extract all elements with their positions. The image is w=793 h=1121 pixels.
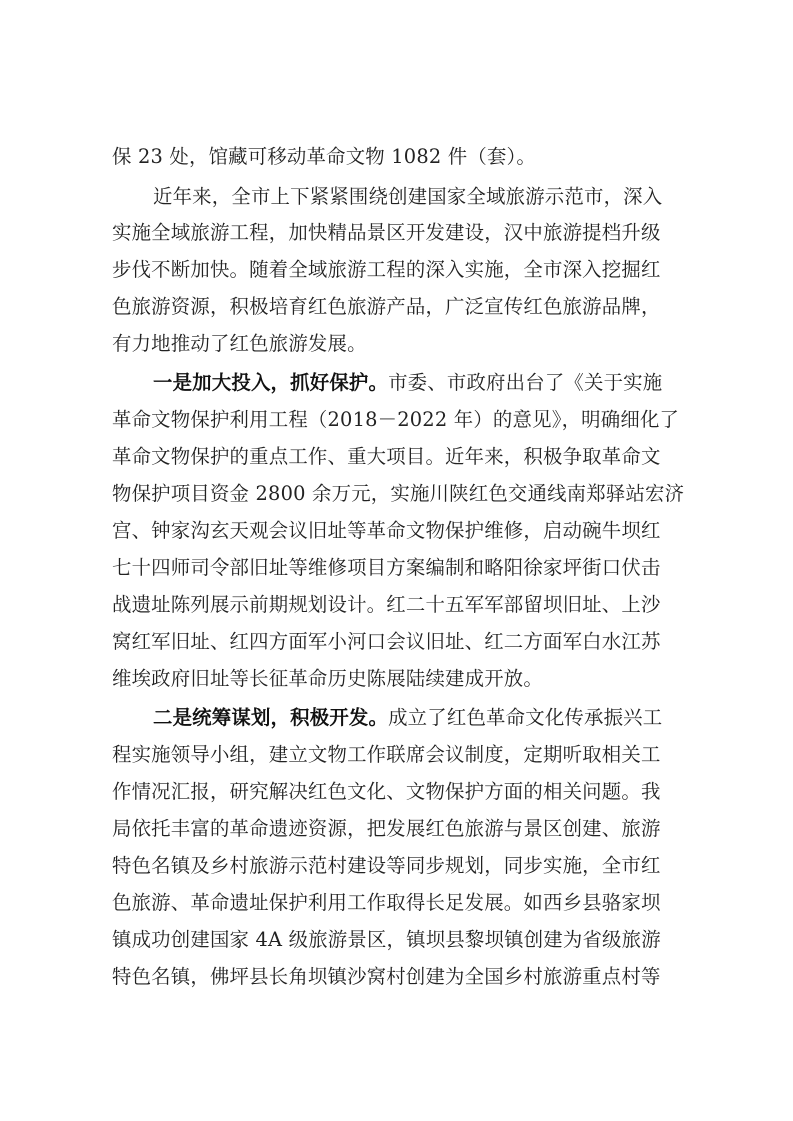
text-segment: 市委、市政府出台了《关于实施 <box>388 371 663 394</box>
text-line: 实施全域旅游工程，加快精品景区开发建设，汉中旅游提档升级 <box>112 221 661 244</box>
paragraph-first-line <box>153 701 662 735</box>
text-line: 七十四师司令部旧址等维修项目方案编制和略阳徐家坪街口伏击 <box>112 556 661 579</box>
text-line: 镇成功创建国家 4A 级旅游景区，镇坝县黎坝镇创建为省级旅游 <box>112 928 661 951</box>
text-line: 宫、钟家沟玄天观会议旧址等革命文物保护维修，启动碗牛坝红 <box>112 519 661 542</box>
text-line: 革命文物保护利用工程（2018－2022 年）的意见》，明确细化了 <box>112 408 680 431</box>
paragraph-first-line <box>153 366 662 400</box>
text-line: 色旅游资源，积极培育红色旅游产品，广泛宣传红色旅游品牌， <box>112 295 661 318</box>
text-line: 有力地推动了红色旅游发展。 <box>112 332 367 355</box>
text-line: 局依托丰富的革命遗迹资源，把发展红色旅游与景区创建、旅游 <box>112 817 661 840</box>
text-line: 保 23 处，馆藏可移动革命文物 1082 件（套）。 <box>112 145 537 168</box>
text-line: 物保护项目资金 2800 余万元，实施川陕红色交通线南郑驿站宏济 <box>112 482 685 505</box>
text-line: 步伐不断加快。随着全域旅游工程的深入实施，全市深入挖掘红 <box>112 258 661 281</box>
text-line: 革命文物保护的重点工作、重大项目。近年来，积极争取革命文 <box>112 445 661 468</box>
text-line: 战遗址陈列展示前期规划设计。红二十五军军部留坝旧址、上沙 <box>112 593 661 616</box>
section-heading: 一是加大投入，抓好保护。 <box>153 371 389 394</box>
section-heading: 二是统筹谋划，积极开发。 <box>153 706 389 729</box>
text-line: 特色名镇，佛坪县长角坝镇沙窝村创建为全国乡村旅游重点村等 <box>112 965 661 988</box>
text-line: 特色名镇及乡村旅游示范村建设等同步规划，同步实施，全市红 <box>112 854 661 877</box>
paragraph-first-line: 近年来，全市上下紧紧围绕创建国家全域旅游示范市，深入 <box>153 185 663 208</box>
text-line: 维埃政府旧址等长征革命历史陈展陆续建成开放。 <box>112 667 543 690</box>
text-segment: 成立了红色革命文化传承振兴工 <box>388 706 663 729</box>
text-line: 窝红军旧址、红四方面军小河口会议旧址、红二方面军白水江苏 <box>112 630 661 653</box>
text-line: 作情况汇报，研究解决红色文化、文物保护方面的相关问题。我 <box>112 780 661 803</box>
text-line: 色旅游、革命遗址保护利用工作取得长足发展。如西乡县骆家坝 <box>112 891 661 914</box>
text-line: 程实施领导小组，建立文物工作联席会议制度，定期听取相关工 <box>112 743 661 766</box>
